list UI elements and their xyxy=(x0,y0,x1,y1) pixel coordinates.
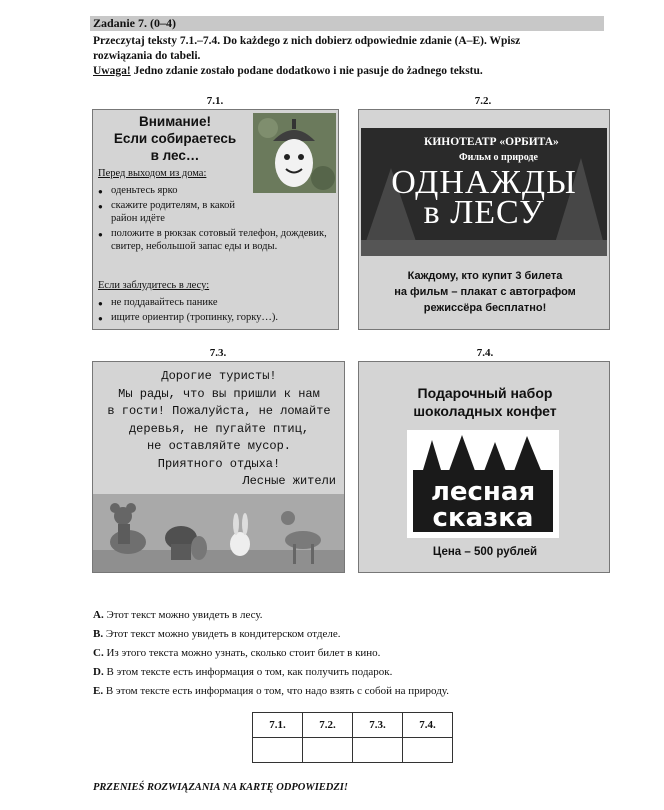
answer-table xyxy=(252,712,453,763)
title-line: Если собираетесь xyxy=(113,131,237,146)
film-title-line: ОДНАЖДЫ xyxy=(391,164,577,201)
subheading-before-leaving: Перед выходом из дома: xyxy=(98,168,207,179)
title-line: Внимание! xyxy=(139,114,211,129)
message-line: Дорогие туристы! xyxy=(161,369,277,383)
answer-table-header xyxy=(253,713,453,738)
text-number-7-3: 7.3. xyxy=(209,347,227,359)
instructions-line2: rozwiązania do tabeli. xyxy=(93,50,201,62)
option-d xyxy=(93,663,449,682)
answer-header-7-3: 7.3. xyxy=(353,713,403,738)
answer-cell-7-2[interactable] xyxy=(303,738,353,763)
list-item: ● не поддавайтесь панике xyxy=(98,296,336,309)
title-line: Подарочный набор xyxy=(417,385,553,401)
list-item: ● положите в рюкзак сотовый телефон, дождевик, свитер, небольшой запас еды и воды. xyxy=(98,227,336,253)
text-box-7-3 xyxy=(92,361,345,573)
forest-animals-picture xyxy=(93,494,344,572)
footer-note: PRZENIEŚ ROZWIĄZANIA NA KARTĘ ODPOWIEDZI! xyxy=(93,782,348,793)
promo-line: на фильм – плакат с автографом xyxy=(394,286,576,298)
answer-header-7-2: 7.2. xyxy=(303,713,353,738)
list-item: ● оденьтесь ярко xyxy=(98,184,336,197)
text-number-7-2: 7.2. xyxy=(474,95,492,107)
answer-header-7-1: 7.1. xyxy=(253,713,303,738)
list-item: ● скажите родителям, в какой район идёте xyxy=(98,199,246,225)
option-letter: D. xyxy=(93,666,104,678)
option-text: Этот текст можно увидеть в кондитерском отделе. xyxy=(103,628,341,640)
gift-set-title xyxy=(361,384,609,420)
before-leaving-list xyxy=(98,184,336,255)
promo-text xyxy=(361,268,609,316)
option-letter: B. xyxy=(93,628,104,640)
answer-cell-7-4[interactable] xyxy=(403,738,453,763)
option-text: В этом тексте есть информация о том, что надо взять с собой на природу. xyxy=(103,685,449,697)
instructions-line1: Przeczytaj teksty 7.1.–7.4. Do każdego z nich dobierz odpowiednie zdanie (A–E). Wpisz xyxy=(93,35,521,47)
answer-options xyxy=(93,606,449,701)
message-line: в гости! Пожалуйста, не ломайте xyxy=(107,404,331,418)
option-text: Из этого текста можно узнать, сколько стоит билет в кино. xyxy=(103,647,381,659)
text-box-7-4 xyxy=(358,361,610,573)
film-title-line: в ЛЕСУ xyxy=(423,194,545,231)
subheading-if-lost: Если заблудитесь в лесу: xyxy=(98,280,210,291)
option-text: В этом тексте есть информация о том, как получить подарок. xyxy=(103,666,393,678)
option-letter: E. xyxy=(93,685,104,697)
option-text: Этот текст можно увидеть в лесу. xyxy=(103,609,263,621)
answer-header-7-4: 7.4. xyxy=(403,713,453,738)
option-e xyxy=(93,682,449,701)
message-line: Мы рады, что вы пришли к нам xyxy=(118,386,320,401)
option-b xyxy=(93,625,449,644)
tourist-message xyxy=(95,368,343,473)
text-box-7-2 xyxy=(358,109,610,330)
answer-cell-7-3[interactable] xyxy=(353,738,403,763)
option-letter: C. xyxy=(93,647,104,659)
promo-line: режиссёра бесплатно! xyxy=(423,302,547,314)
option-a xyxy=(93,606,449,625)
text-number-7-1: 7.1. xyxy=(206,95,224,107)
warning xyxy=(93,64,608,79)
option-letter: A. xyxy=(93,609,104,621)
instructions xyxy=(93,34,608,79)
warning-text: Jedno zdanie zostało podane dodatkowo i nie pasuje do żadnego tekstu. xyxy=(130,65,483,77)
warning-label: Uwaga! xyxy=(93,65,131,77)
task-header: Zadanie 7. (0–4) xyxy=(90,16,604,31)
list-item: ● ищите ориентир (тропинку, горку…). xyxy=(98,311,336,324)
text-number-7-4: 7.4. xyxy=(476,347,494,359)
text-box-7-1 xyxy=(92,109,339,330)
option-c xyxy=(93,644,449,663)
film-title xyxy=(361,164,607,231)
message-line: не оставляйте мусор. xyxy=(146,439,292,453)
cinema-name: КИНОТЕАТР «ОРБИТА» xyxy=(424,136,559,148)
if-lost-list xyxy=(98,296,336,326)
brand-logo xyxy=(407,430,559,538)
warning-title xyxy=(95,113,255,164)
signature: Лесные жители xyxy=(242,474,336,488)
title-line: шоколадных конфет xyxy=(413,403,557,419)
logo-line-1: лесная xyxy=(430,477,536,507)
promo-line: Каждому, кто купит 3 билета xyxy=(407,270,563,282)
message-line: Приятного отдыха! xyxy=(157,456,281,471)
acorn-cartoon-picture xyxy=(253,113,336,193)
answer-cell-7-1[interactable] xyxy=(253,738,303,763)
film-label: Фильм о природе xyxy=(459,152,538,163)
logo-line-2: сказка xyxy=(432,503,534,533)
message-line: деревья, не пугайте птиц, xyxy=(128,421,310,436)
title-line: в лес… xyxy=(150,148,200,163)
answer-table-row xyxy=(253,738,453,763)
price: Цена – 500 рублей xyxy=(432,546,538,558)
